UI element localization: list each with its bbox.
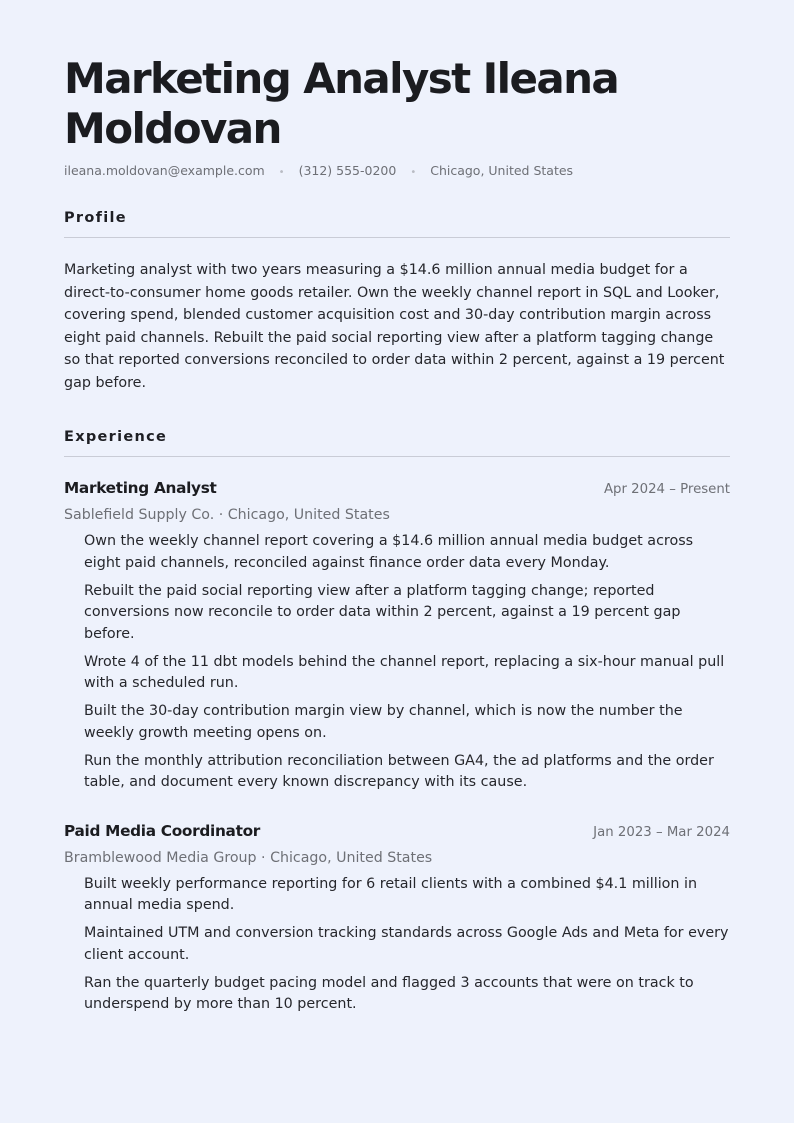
job-bullet: Maintained UTM and conversion tracking standards across Google Ads and Meta for every client account. [84,925,729,963]
job-bullet: Rebuilt the paid social reporting view after a platform tagging change; reported conversions now reconcile to order data within 2 percent, against a 19 percent gap before. [84,582,681,642]
experience-divider [64,456,730,457]
job-bullet: Run the monthly attribution reconciliation between GA4, the ad platforms and the order table, and document every known discrepancy with its cause. [84,752,714,790]
job-bullet: Wrote 4 of the 11 dbt models behind the channel report, replacing a six-hour manual pull with a scheduled run. [84,653,725,691]
contact-email: ileana.moldovan@example.com [64,163,265,178]
job-bullet: Own the weekly channel report covering a $14.6 million annual media budget across eight paid channels, reconciled against finance order data every Monday. [84,533,694,571]
job-entry [64,822,730,1016]
contact-phone: (312) 555-0200 [298,163,397,178]
job-header [64,822,730,846]
profile-summary: Marketing analyst with two years measuring a $14.6 million annual media budget for a direct-to-consumer home goods retailer. Own the weekly channel report in SQL and Looker, covering spend, blended customer acquisition cost and 30-day contribution margin across eight paid channels. Rebuilt the paid social reporting view after a platform tagging change so that reported conversions reconciled to order data within 2 percent, against a 19 percent gap before. [64,262,725,391]
job-entry [64,479,730,794]
job-bullet: Built the 30-day contribution margin view by channel, which is now the number the weekly growth meeting opens on. [84,703,683,741]
job-bullet: Ran the quarterly budget pacing model and flagged 3 accounts that were on track to underspend by more than 10 percent. [84,974,694,1012]
job-dates: Apr 2024 – Present [603,482,730,497]
job-header [64,479,730,503]
job-dates: Jan 2023 – Mar 2024 [593,824,730,840]
job-title: Marketing Analyst [64,479,217,497]
contact-line [64,162,730,180]
candidate-name: Marketing Analyst Ileana Moldovan [64,54,619,153]
experience-heading: Experience [64,429,168,445]
profile-divider [64,237,730,238]
job-bullets [64,874,730,1016]
profile-heading: Profile [64,210,127,226]
job-organization: Bramblewood Media Group · Chicago, United States [64,849,433,866]
contact-separator: • [410,167,417,178]
job-bullets [64,531,730,794]
job-bullet: Built weekly performance reporting for 6 retail clients with a combined $4.1 million in annual media spend. [84,875,698,913]
contact-separator: • [278,167,285,178]
job-organization: Sablefield Supply Co. · Chicago, United States [64,507,390,523]
job-title: Paid Media Coordinator [64,821,261,840]
contact-location: Chicago, United States [430,163,574,178]
